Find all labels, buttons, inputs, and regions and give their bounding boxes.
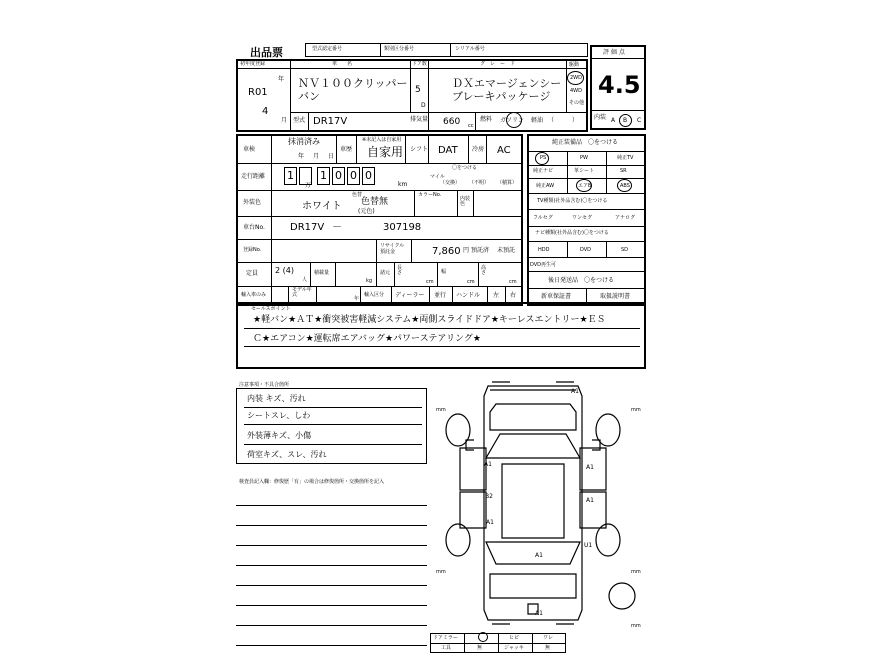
shift-label: シフト <box>410 146 429 153</box>
height-label: 高さ <box>481 265 487 276</box>
naisou-b-circle <box>619 114 632 127</box>
navi-title: ナビ種類(社外品含む)〇をつける <box>535 230 609 236</box>
drive-4wd: 4WD <box>570 88 582 94</box>
model-year-label: モデル年式 <box>292 287 312 298</box>
mileage-digit-3: 1 <box>320 169 327 182</box>
opt-abs: ABS <box>620 183 630 189</box>
reg-year-value: R01 <box>248 87 268 98</box>
ac-label: 冷房 <box>472 146 485 153</box>
chassis-dash: － <box>332 222 342 233</box>
ruibetsu-label: 類別区分番号 <box>384 46 415 52</box>
history-label: 車歴 <box>340 146 353 153</box>
displacement-value: 660 <box>443 117 461 127</box>
model-year-nen: 年 <box>354 296 360 302</box>
note-line-2: シートスレ、しわ <box>247 411 311 420</box>
mileage-man: 万 <box>305 182 312 189</box>
recycle-status: 預託済 <box>471 247 490 254</box>
fuel-circle <box>506 112 522 128</box>
naisou-b: B <box>623 117 628 124</box>
length-label: 長さ <box>397 265 403 276</box>
opt-leather: 革シート <box>574 168 595 174</box>
handle-label: ハンドル <box>456 292 481 299</box>
opt-airbag: エアB <box>578 183 592 189</box>
doors-label: ドア数 <box>412 61 427 67</box>
drive-other: その他 <box>569 100 585 106</box>
model-label: 型式 <box>293 117 306 124</box>
recycle-yen: 円 <box>463 247 470 254</box>
color-no-label: カラーNo. <box>418 192 442 198</box>
car-name-line1: ＮＶ１００クリッパー <box>298 77 408 90</box>
grade-line2: ブレーキパッケージ <box>452 90 551 103</box>
damage-mark-8: U1 <box>584 542 593 549</box>
note-line-1: 内装 キズ、汚れ <box>247 394 306 403</box>
footer-mirror: ドアミラー <box>433 635 458 641</box>
history-note: ※未記入は自家用 <box>362 137 402 143</box>
mileage-digit-4: 0 <box>335 169 342 182</box>
mileage-digit-6: 0 <box>365 169 372 182</box>
fuel-other: （ ） <box>548 117 579 124</box>
docs-manual: 取扱説明書 <box>600 293 631 300</box>
mileage-mile: マイル <box>430 174 445 180</box>
opt-aw: 純正AW <box>536 183 555 189</box>
naisou-a: A <box>611 117 616 124</box>
mm-label-4: mm <box>631 569 641 575</box>
header-codes-box <box>305 43 588 57</box>
import-class-label: 輸入区分 <box>364 292 385 298</box>
tv-analog: アナログ <box>615 215 636 221</box>
footer-mirror-circle <box>478 632 488 642</box>
drive-label: 駆動 <box>569 62 580 68</box>
navi-dvd: DVD <box>580 247 592 253</box>
form-title: 出品票 <box>250 46 283 59</box>
displacement-unit: cc <box>468 123 474 129</box>
reg-month-value: 4 <box>262 106 269 117</box>
damage-mark-1: A1 <box>571 388 579 395</box>
recycle-amount: 7,860 <box>432 246 461 257</box>
damage-mark-3: A1 <box>586 464 594 471</box>
note-line-4: 荷室キズ、スレ、汚れ <box>247 450 327 459</box>
navi-hdd: HDD <box>538 247 550 253</box>
damage-mark-6: A1 <box>486 519 494 526</box>
capacity-value: 2 (4) <box>275 266 294 275</box>
mm-label-5: mm <box>631 623 641 629</box>
mileage-digit-5: 0 <box>350 169 357 182</box>
mm-label-2: mm <box>631 407 641 413</box>
load-label: 積載量 <box>314 270 330 276</box>
import-only-label: 輸入車のみ <box>241 292 267 298</box>
fuel-gasoline: ガソリン <box>500 117 525 124</box>
car-diagram <box>430 378 655 633</box>
car-name-line2: バン <box>298 90 320 103</box>
damage-mark-9: A1 <box>535 610 543 617</box>
katashiki-label: 型式認定番号 <box>312 46 343 52</box>
notes-label: 注意事項・不具合箇所 <box>239 382 290 388</box>
handle-left: 左 <box>493 292 500 299</box>
damage-mark-5: B2 <box>485 493 493 500</box>
mileage-fumei: （不明） <box>469 180 490 186</box>
width-cm: cm <box>467 279 475 285</box>
tv-fullseg: フルセグ <box>533 215 553 221</box>
footer-tools-value: 無 <box>477 645 483 651</box>
mileage-digit-1: 1 <box>287 169 294 182</box>
reg-year-label: 初年度登録 <box>240 61 266 67</box>
grade-line1: ＤＸエマージェンシー <box>452 77 562 90</box>
chassis-label: 車台No. <box>243 224 265 231</box>
reg-tsuki: 月 <box>281 117 288 124</box>
color-label: 外装色 <box>243 199 262 206</box>
tv-oneseg: ワンセグ <box>572 215 593 221</box>
grade-label: グ レ ー ド <box>480 61 516 67</box>
chassis-prefix: DR17V <box>290 222 325 233</box>
naisou-c: C <box>637 117 642 124</box>
mileage-koukan: （交換） <box>440 180 461 186</box>
opt-sr: SR <box>620 168 627 174</box>
score-value: 4.5 <box>598 71 641 99</box>
handle-right: 右 <box>510 292 517 299</box>
recycle-mi: 未預託 <box>497 247 516 254</box>
height-cm: cm <box>509 279 517 285</box>
footer-hibi: ヒビ <box>509 635 520 641</box>
import-parallel: 並行 <box>434 292 447 299</box>
mileage-sekisan: （積算） <box>497 180 518 186</box>
mileage-label: 走行距離 <box>241 173 266 180</box>
opt-pw: PW <box>580 155 588 161</box>
damage-mark-4: A1 <box>586 497 594 504</box>
inspection-value: 抹消済み <box>288 137 320 146</box>
load-kg: kg <box>366 278 373 284</box>
length-cm: cm <box>426 279 434 285</box>
sales-label: セールスポイント <box>251 306 291 312</box>
damage-mark-2: A1 <box>484 461 492 468</box>
opt-abs-circle <box>617 179 632 192</box>
car-name-label: 車 名 <box>332 61 353 67</box>
shift-value: DAT <box>438 145 458 156</box>
opt-ps-circle <box>535 152 549 165</box>
opt-ps: PS <box>540 155 547 161</box>
mm-label-1: mm <box>436 407 446 413</box>
doors-value: 5 <box>415 85 421 95</box>
chassis-number: 307198 <box>383 222 422 233</box>
capacity-unit: 人 <box>302 277 308 283</box>
footer-ware: ワレ <box>543 635 554 641</box>
score-label: 評 価 点 <box>603 49 625 56</box>
dvd-playback: DVD再生可 <box>530 262 557 268</box>
ac-value: AC <box>497 145 511 156</box>
displacement-label: 排気量 <box>410 116 429 123</box>
color-change-label: 色替 <box>352 192 363 198</box>
naisou-label: 内装 <box>594 114 607 121</box>
mileage-maru-note: 〇をつける <box>452 165 478 171</box>
registration-label: 登録No. <box>243 247 262 253</box>
doors-suffix: D <box>421 102 426 109</box>
sales-line1: ★軽バン★ＡＴ★衝突被害軽減システム★両側スライドドア★キーレスエントリー★ＥＳ <box>253 315 606 325</box>
footer-tools: 工具 <box>441 645 452 651</box>
history-value: 自家用 <box>367 145 404 159</box>
tv-title: TV種類(社外品含む)〇をつける <box>537 198 608 204</box>
drive-2wd: 2WD <box>570 75 582 81</box>
import-dealer: ディーラー <box>395 292 425 299</box>
docs-title: 後日発送品 〇をつける <box>548 277 615 284</box>
dims-label: 諸元 <box>380 270 391 276</box>
navi-sd: SD <box>621 247 629 253</box>
mm-label-3: mm <box>436 569 446 575</box>
serial-label: シリアル番号 <box>455 46 485 52</box>
drive-circle <box>567 71 584 85</box>
footer-jack-value: 無 <box>545 645 551 651</box>
color-change-value: 色替無 <box>361 197 389 207</box>
spec-block <box>236 134 523 306</box>
model-value: DR17V <box>313 116 348 127</box>
width-label: 幅 <box>441 269 447 275</box>
inspection-tsuki: 月 <box>313 153 320 160</box>
fuel-keiyu: 軽油 <box>531 117 544 124</box>
sales-line2: Ｃ★エアコン★運転席エアバッグ★パワーステアリング★ <box>253 334 481 344</box>
inspection-nen: 年 <box>298 153 305 160</box>
naisou-color-label: 内装色 <box>460 196 471 207</box>
color-value: ホワイト <box>302 201 342 212</box>
opt-airbag-circle <box>576 179 592 192</box>
opt-tv: 純正TV <box>617 155 634 161</box>
mileage-km: km <box>398 181 408 188</box>
options-title: 純正装備品 〇をつける <box>552 139 619 146</box>
recycle-label: リサイクル預託金 <box>380 243 405 255</box>
inspection-label: 車検 <box>243 146 256 153</box>
opt-navi: 純正ナビ <box>533 168 554 174</box>
inspector-note: 検査員記入欄：修復歴「有」の場合は修復箇所・交換箇所を記入 <box>239 479 385 485</box>
fuel-label: 燃料 <box>480 116 493 123</box>
color-change-sub: (元色) <box>358 208 375 215</box>
capacity-label: 定員 <box>246 270 259 277</box>
docs-warranty: 新車保証書 <box>541 293 572 300</box>
footer-jack: ジャッキ <box>504 645 524 651</box>
reg-nen: 年 <box>278 76 285 83</box>
note-line-3: 外装薄キズ、小傷 <box>247 431 312 440</box>
damage-mark-7: A1 <box>535 552 543 559</box>
inspection-hi: 日 <box>328 153 335 160</box>
